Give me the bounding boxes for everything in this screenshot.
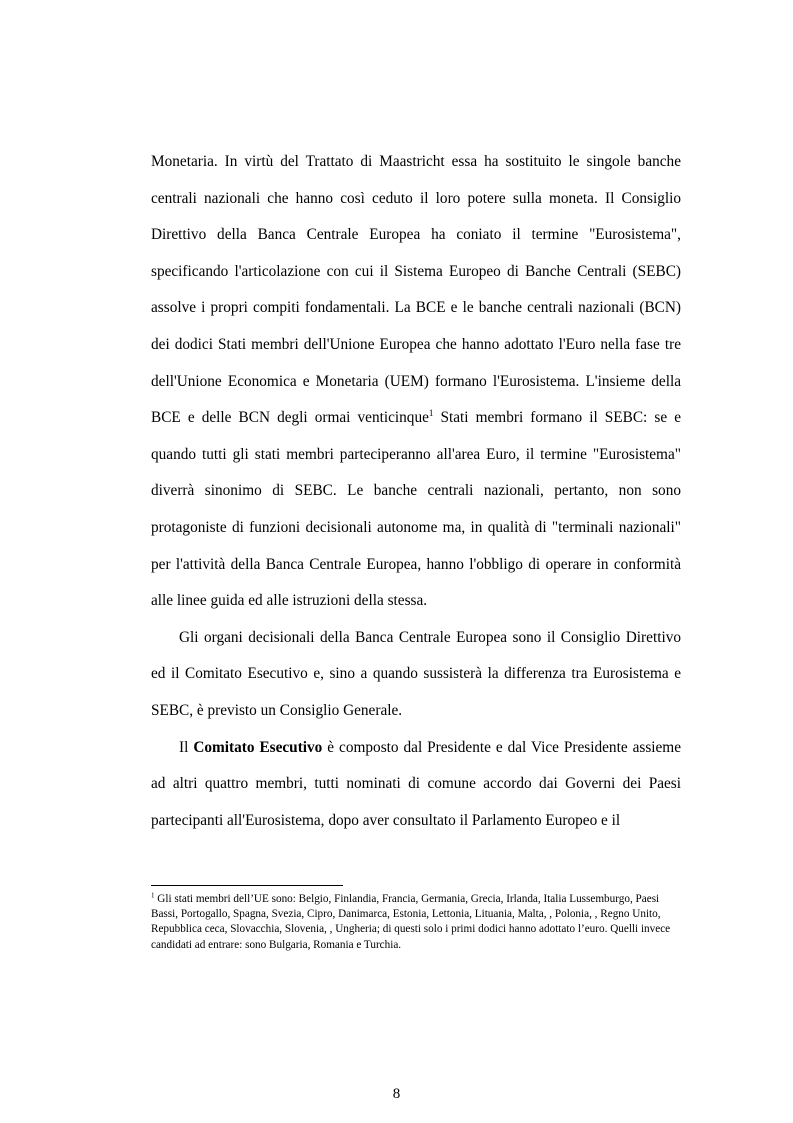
paragraph-comitato-esecutivo bbox=[151, 730, 681, 840]
page-number: 8 bbox=[392, 1086, 401, 1102]
paragraph-text: Il bbox=[179, 738, 194, 756]
paragraph-text: Gli organi decisionali della Banca Centrale Europea sono il Consiglio Direttivo ed il Comitato Esecutivo e, sino a quando sussisterà la differenza tra Eurosistema e SEBC, è previsto un Consiglio Generale. bbox=[151, 628, 681, 719]
paragraph-text: Stati membri formano il SEBC: se e quando tutti gli stati membri parteciperanno all'area Euro, il termine "Eurosistema" diverrà sinonimo di SEBC. Le banche centrali nazionali, pertanto, non sono protagoniste di funzioni decisionali autonome ma, in qualità di "terminali nazionali" per l'attività della Banca Centrale Europea, hanno l'obbligo di operare in conformità alle linee guida ed alle istruzioni della stessa. bbox=[151, 409, 681, 610]
footnote-text: Gli stati membri dell’UE sono: Belgio, Finlandia, Francia, Germania, Grecia, Irlanda, Italia Lussemburgo, Paesi Bassi, Portogallo, Spagna, Svezia, Cipro, Danimarca, Estonia, Lettonia, Lituania, Malta, , Polonia, , Regno Unito, Repubblica ceca, Slovacchia, Slovenia, , Ungheria; di questi solo i primi dodici hanno adottato l’euro. Quelli invece candidati ad entrare: sono Bulgaria, Romania e Turchia. bbox=[151, 893, 671, 951]
footnote bbox=[151, 892, 681, 953]
footnote-marker: 1 bbox=[151, 891, 155, 900]
paragraph-eurosistema bbox=[151, 144, 681, 620]
body-text bbox=[151, 144, 681, 839]
paragraph-text: è composto dal Presidente e dal Vice Presidente assieme ad altri quattro membri, tutti nominati di comune accordo dai Governi dei Paesi partecipanti all'Eurosistema, dopo aver consultato il Parlamento Europeo e il bbox=[151, 738, 681, 829]
paragraph-organi-decisionali bbox=[151, 620, 681, 730]
bold-term: Comitato Esecutivo bbox=[193, 738, 323, 756]
footnote-reference[interactable]: 1 bbox=[428, 408, 434, 419]
paragraph-text: Monetaria. In virtù del Trattato di Maastricht essa ha sostituito le singole banche centrali nazionali che hanno così ceduto il loro potere sulla moneta. Il Consiglio Direttivo della Banca Centrale Europea ha coniato il termine "Eurosistema", specificando l'articolazione con cui il Sistema Europeo di Banche Centrali (SEBC) assolve i propri compiti fondamentali. La BCE e le banche centrali nazionali (BCN) dei dodici Stati membri dell'Unione Europea che hanno adottato l'Euro nella fase tre dell'Unione Economica e Monetaria (UEM) formano l'Eurosistema. L'insieme della BCE e delle BCN degli ormai venticinque bbox=[151, 153, 681, 427]
footnote-divider bbox=[151, 885, 343, 886]
